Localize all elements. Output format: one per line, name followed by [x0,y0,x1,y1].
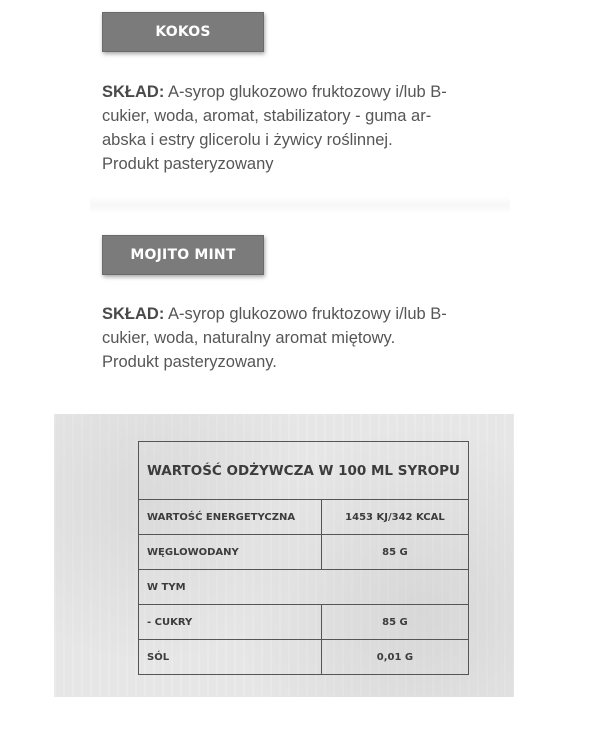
product-label-mojito-mint [102,235,264,275]
row-value: 85 G [321,535,468,570]
nutrition-title: WARTOŚĆ ODŻYWCZA W 100 ML SYROPU [139,442,469,500]
composition-line: A-syrop glukozowo fruktozowy i/lub B- [164,305,447,323]
row-label: WARTOŚĆ ENERGETYCZNA [139,500,322,535]
row-label: SÓL [139,640,322,675]
table-header-row [139,442,469,500]
composition-kokos [102,80,502,176]
row-value: 1453 KJ/342 KCAL [321,500,468,535]
nutrition-table [138,441,469,675]
product-name: KOKOS [155,24,211,40]
composition-line: cukier, woda, naturalny aromat miętowy. [102,329,396,347]
row-value: 0,01 G [321,640,468,675]
product-name: MOJITO MINT [130,247,236,263]
table-row [139,535,469,570]
composition-line: abska i estry glicerolu i żywicy roślinnej. [102,131,393,149]
row-label: - CUKRY [139,605,322,640]
table-row [139,570,469,605]
composition-label: SKŁAD: [102,305,165,323]
table-row [139,500,469,535]
row-value: 85 G [321,605,468,640]
product-label-kokos [102,12,264,52]
composition-line: cukier, woda, aromat, stabilizatory - guma ar- [102,107,432,125]
row-label: WĘGLOWODANY [139,535,322,570]
composition-mojito-mint [102,302,502,374]
section-divider [90,196,510,214]
table-row [139,640,469,675]
table-row [139,605,469,640]
row-label: W TYM [139,570,469,605]
composition-line: Produkt pasteryzowany [102,155,274,173]
composition-line: A-syrop glukozowo fruktozowy i/lub B- [164,83,447,101]
composition-line: Produkt pasteryzowany. [102,353,277,371]
composition-label: SKŁAD: [102,83,165,101]
